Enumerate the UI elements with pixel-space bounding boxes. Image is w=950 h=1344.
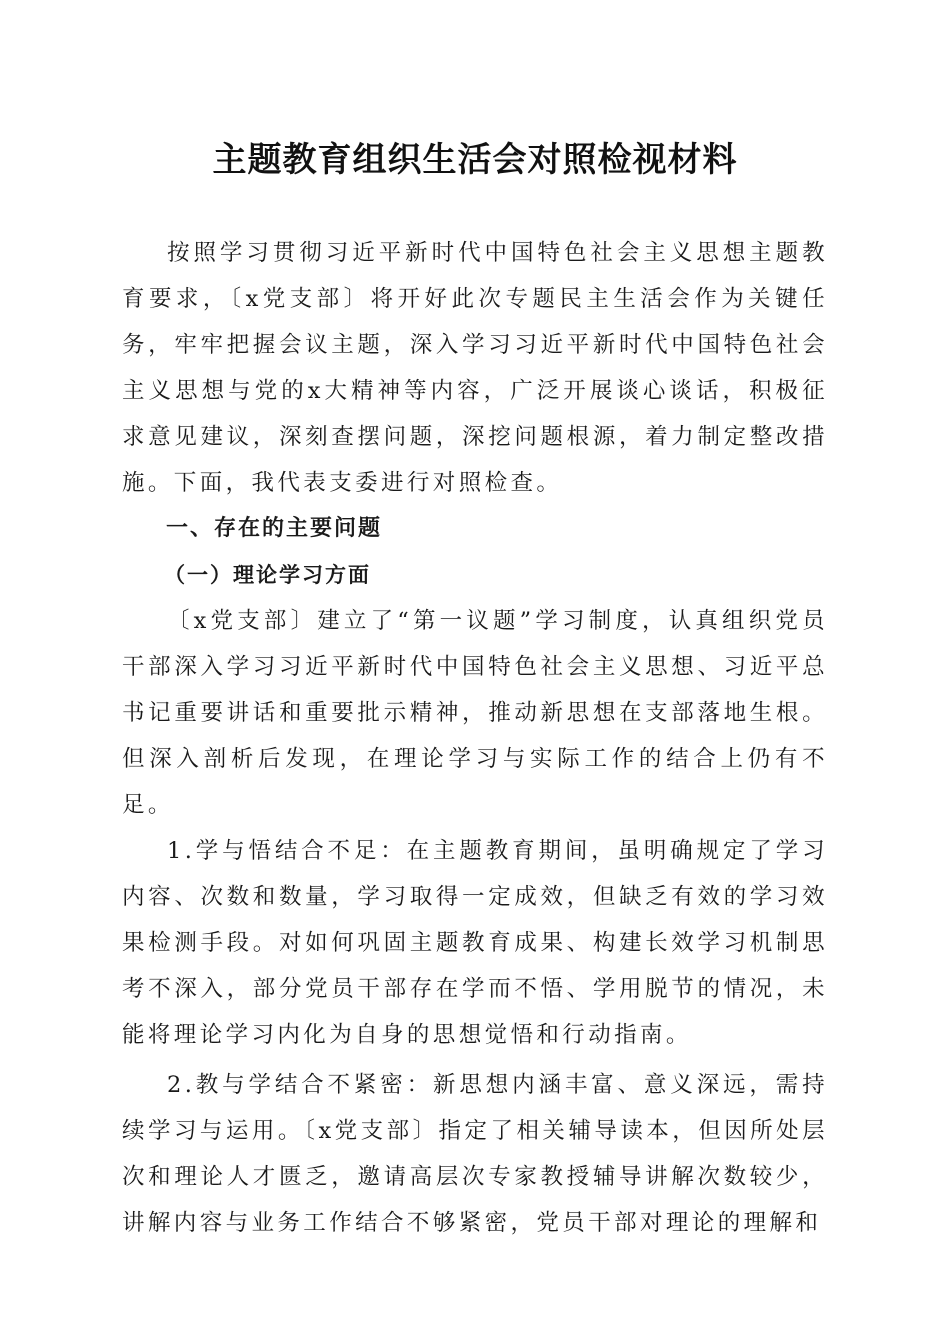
subsection-intro-paragraph: 〔x党支部〕建立了“第一议题”学习制度，认真组织党员干部深入学习习近平新时代中国特色社会主义思想、习近平总书记重要讲话和重要批示精神，推动新思想在支部落地生根。但深入剖析后发现，在理论学习与实际工作的结合上仍有不足。 <box>122 608 828 818</box>
intro-paragraph: 按照学习贯彻习近平新时代中国特色社会主义思想主题教育要求，〔x党支部〕将开好此次专题民主生活会作为关键任务，牢牢把握会议主题，深入学习习近平新时代中国特色社会主义思想与党的x大精神等内容，广泛开展谈心谈话，积极征求意见建议，深刻查摆问题，深挖问题根源，着力制定整改措施。下面，我代表支委进行对照检查。 <box>122 240 828 496</box>
subsection-heading: （一）理论学习方面 <box>164 563 371 587</box>
document-title: 主题教育组织生活会对照检视材料 <box>212 140 738 180</box>
point-paragraph-1: 1.学与悟结合不足：在主题教育期间，虽明确规定了学习内容、次数和数量，学习取得一定成效，但缺乏有效的学习效果检测手段。对如何巩固主题教育成果、构建长效学习机制思考不深入，部分党员干部存在学而不悟、学用脱节的情况，未能将理论学习内化为自身的思想觉悟和行动指南。 <box>122 838 828 1048</box>
section-heading: 一、存在的主要问题 <box>166 516 383 541</box>
document-body <box>122 230 828 1246</box>
point-paragraph-2: 2.教与学结合不紧密：新思想内涵丰富、意义深远，需持续学习与运用。〔x党支部〕指定了相关辅导读本，但因所处层次和理论人才匮乏，邀请高层次专家教授辅导讲解次数较少，讲解内容与业务工作结合不够紧密，党员干部对理论的理解和 <box>122 1072 828 1236</box>
